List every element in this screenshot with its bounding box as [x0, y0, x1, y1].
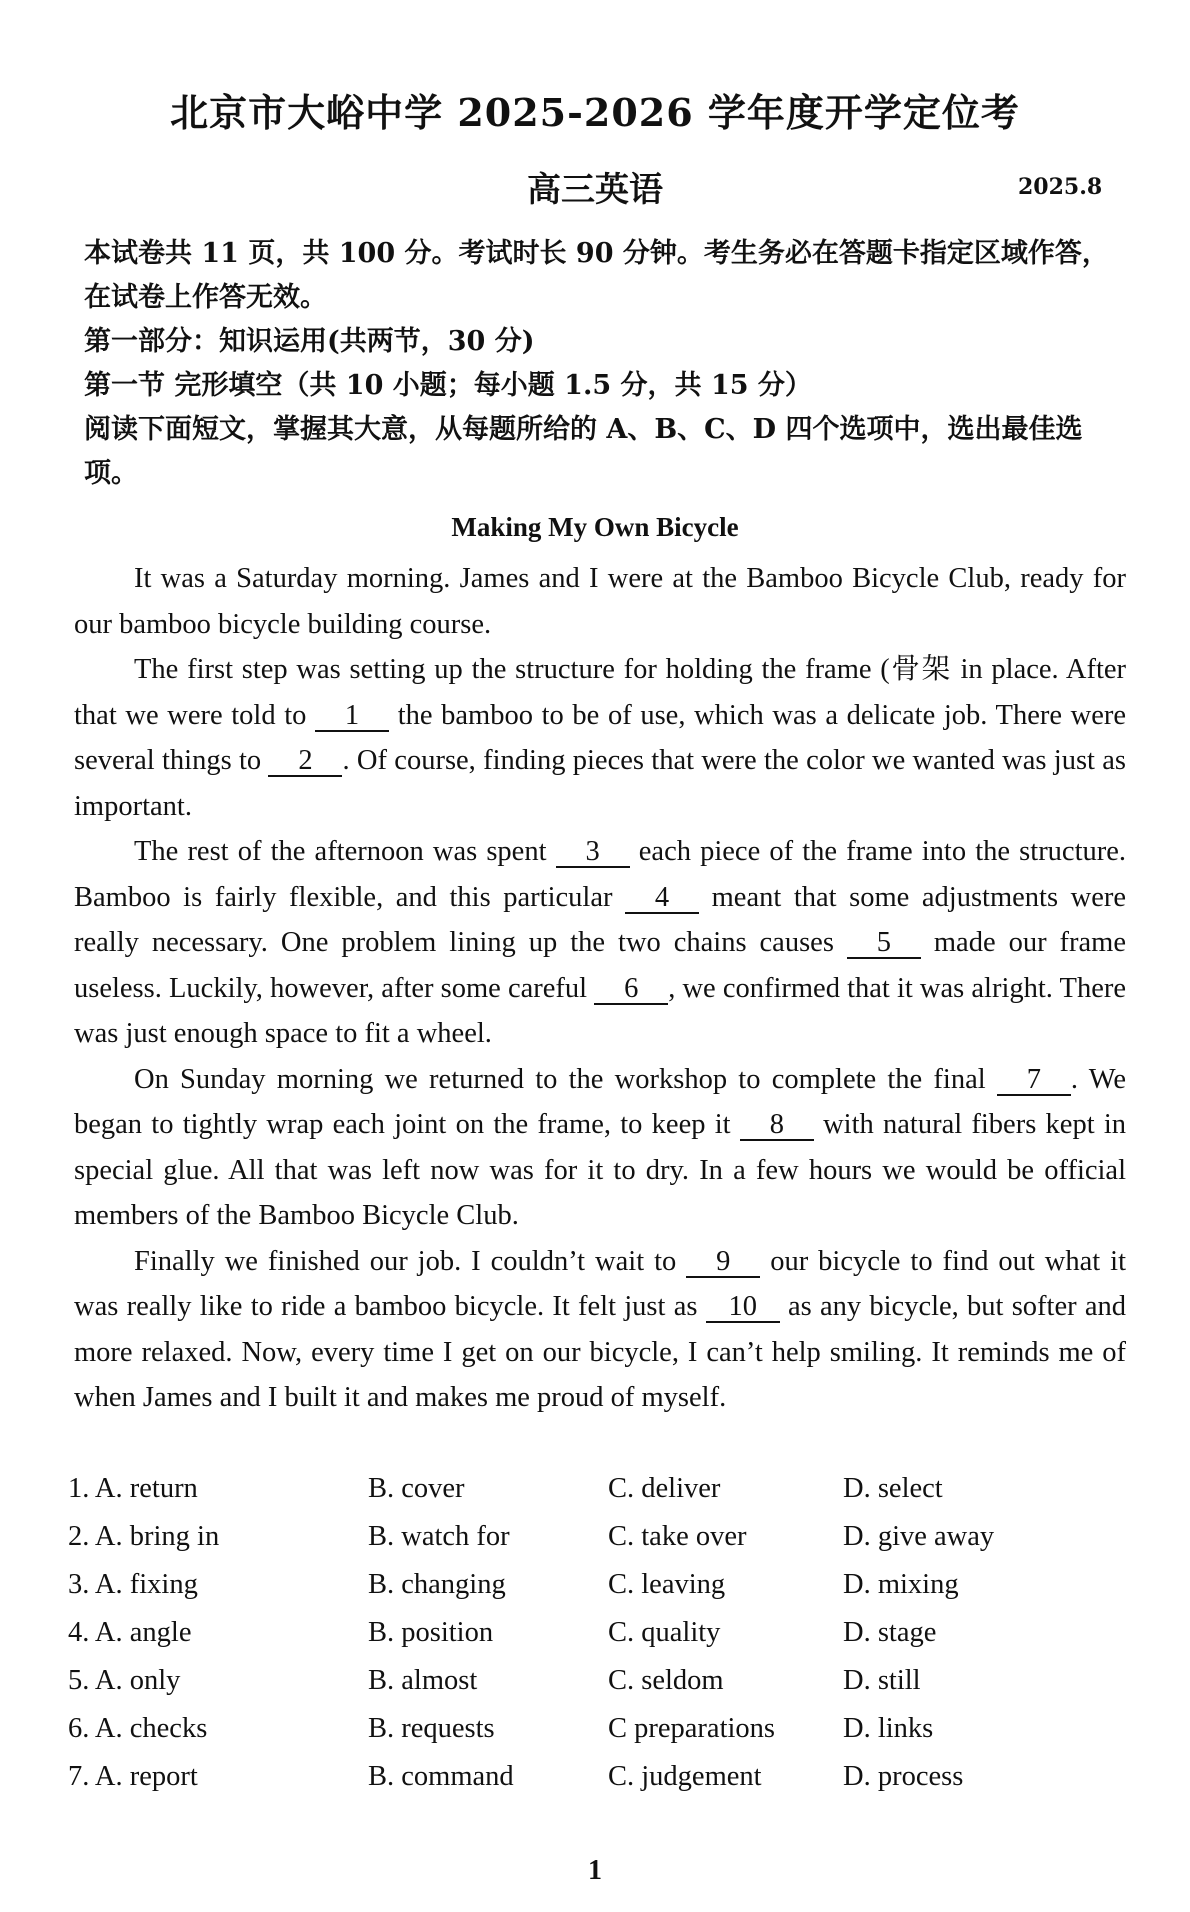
passage-paragraph [74, 1057, 1126, 1239]
option-d: D. still [843, 1665, 921, 1696]
paragraph-text: . Of course, finding pieces that were the color we wanted was just as important. [74, 745, 1127, 822]
option-d: D. links [843, 1713, 934, 1744]
option-d: D. select [843, 1473, 943, 1504]
option-a: 2. A. bring in [68, 1521, 220, 1552]
paragraph-text: meant that some adjustments were really necessary. One problem lining up the two chains causes [74, 881, 1126, 958]
option-b: B. requests [368, 1713, 495, 1744]
option-b: B. position [368, 1617, 494, 1648]
paragraph-text: the bamboo to be of use, which was a delicate job. There were several things to [74, 699, 1126, 776]
blank-3: 3 [556, 838, 630, 868]
option-a: 6. A. checks [68, 1713, 208, 1744]
passage-title: Making My Own Bicycle [451, 512, 739, 542]
option-a: 1. A. return [68, 1473, 198, 1504]
option-d: D. mixing [843, 1569, 959, 1600]
passage-paragraph [74, 556, 1126, 647]
paragraph-text: It was a Saturday morning. James and I were at the Bamboo Bicycle Club, ready for our bamboo bicycle building course. [74, 563, 1126, 640]
blank-8: 8 [740, 1111, 814, 1141]
option-c: C. judgement [608, 1761, 762, 1792]
option-d: D. give away [843, 1521, 995, 1552]
question-options [68, 1473, 1128, 1809]
paragraph-text: Finally we finished our job. I couldn’t wait to [134, 1245, 677, 1277]
paragraph-text: made our frame useless. Luckily, however, after some careful [74, 927, 1126, 1004]
passage-paragraph [74, 829, 1126, 1057]
question-row [68, 1473, 1128, 1521]
option-c: C. quality [608, 1617, 721, 1648]
part-heading: 第一部分：知识运用(共两节，30 分) [84, 326, 535, 357]
exam-title: 北京市大峪中学 2025-2026 学年度开学定位考 [170, 90, 1020, 135]
paragraph-text: our bicycle to find out what it was really like to ride a bamboo bicycle. It felt just as [74, 1245, 1127, 1322]
passage-paragraph [74, 1239, 1126, 1421]
question-row [68, 1761, 1128, 1809]
passage [74, 556, 1126, 1421]
paragraph-text: , we confirmed that it was alright. There was just enough space to fit a wheel. [74, 972, 1126, 1049]
option-b: B. cover [368, 1473, 465, 1504]
option-c: C. seldom [608, 1665, 724, 1696]
paragraph-text: with natural fibers kept in special glue. All that was left now was for it to dry. In a few hours we would be official members of the Bamboo Bicycle Club. [74, 1109, 1127, 1231]
directions: 阅读下面短文，掌握其大意，从每题所给的 A、B、C、D 四个选项中，选出最佳选项。 [84, 414, 1083, 489]
paragraph-text: The first step was setting up the structure for holding the frame (骨架 in place. After that we were told to [74, 654, 1126, 731]
option-c: C. deliver [608, 1473, 721, 1504]
paragraph-text: each piece of the frame into the structure. Bamboo is fairly flexible, and this particular [74, 836, 1127, 913]
option-b: B. almost [368, 1665, 478, 1696]
exam-instructions: 本试卷共 11 页，共 100 分。考试时长 90 分钟。考生务必在答题卡指定区域作答，在试卷上作答无效。 [84, 238, 1109, 313]
option-b: B. changing [368, 1569, 506, 1600]
question-row [68, 1713, 1128, 1761]
section-heading: 第一节 完形填空（共 10 小题；每小题 1.5 分，共 15 分） [84, 370, 812, 401]
option-c: C. take over [608, 1521, 747, 1552]
exam-date: 2025.8 [1018, 174, 1103, 200]
blank-6: 6 [594, 975, 668, 1005]
option-a: 7. A. report [68, 1761, 198, 1792]
blank-1: 1 [315, 702, 389, 732]
paragraph-text: The rest of the afternoon was spent [134, 836, 547, 867]
blank-9: 9 [686, 1248, 760, 1278]
question-row [68, 1521, 1128, 1569]
option-c: C. leaving [608, 1569, 726, 1600]
question-row [68, 1569, 1128, 1617]
question-row [68, 1665, 1128, 1713]
blank-10: 10 [706, 1293, 780, 1323]
blank-5: 5 [847, 929, 921, 959]
page-number: 1 [588, 1855, 602, 1886]
option-d: D. stage [843, 1617, 937, 1648]
question-row [68, 1617, 1128, 1665]
blank-4: 4 [625, 884, 699, 914]
passage-paragraph [74, 647, 1126, 829]
option-a: 3. A. fixing [68, 1569, 198, 1600]
option-c: C preparations [608, 1713, 775, 1744]
paragraph-text: as any bicycle, but softer and more relaxed. Now, every time I get on our bicycle, I can’t help smiling. It reminds me of when James and I built it and makes me proud of myself. [74, 1291, 1127, 1413]
option-d: D. process [843, 1761, 964, 1792]
paragraph-text: . We began to tightly wrap each joint on the frame, to keep it [74, 1063, 1126, 1140]
blank-7: 7 [997, 1066, 1071, 1096]
option-a: 4. A. angle [68, 1617, 192, 1648]
option-b: B. watch for [368, 1521, 510, 1552]
blank-2: 2 [268, 747, 342, 777]
option-b: B. command [368, 1761, 514, 1792]
exam-subtitle: 高三英语 [527, 170, 663, 210]
paragraph-text: On Sunday morning we returned to the workshop to complete the final [134, 1063, 986, 1095]
option-a: 5. A. only [68, 1665, 181, 1696]
